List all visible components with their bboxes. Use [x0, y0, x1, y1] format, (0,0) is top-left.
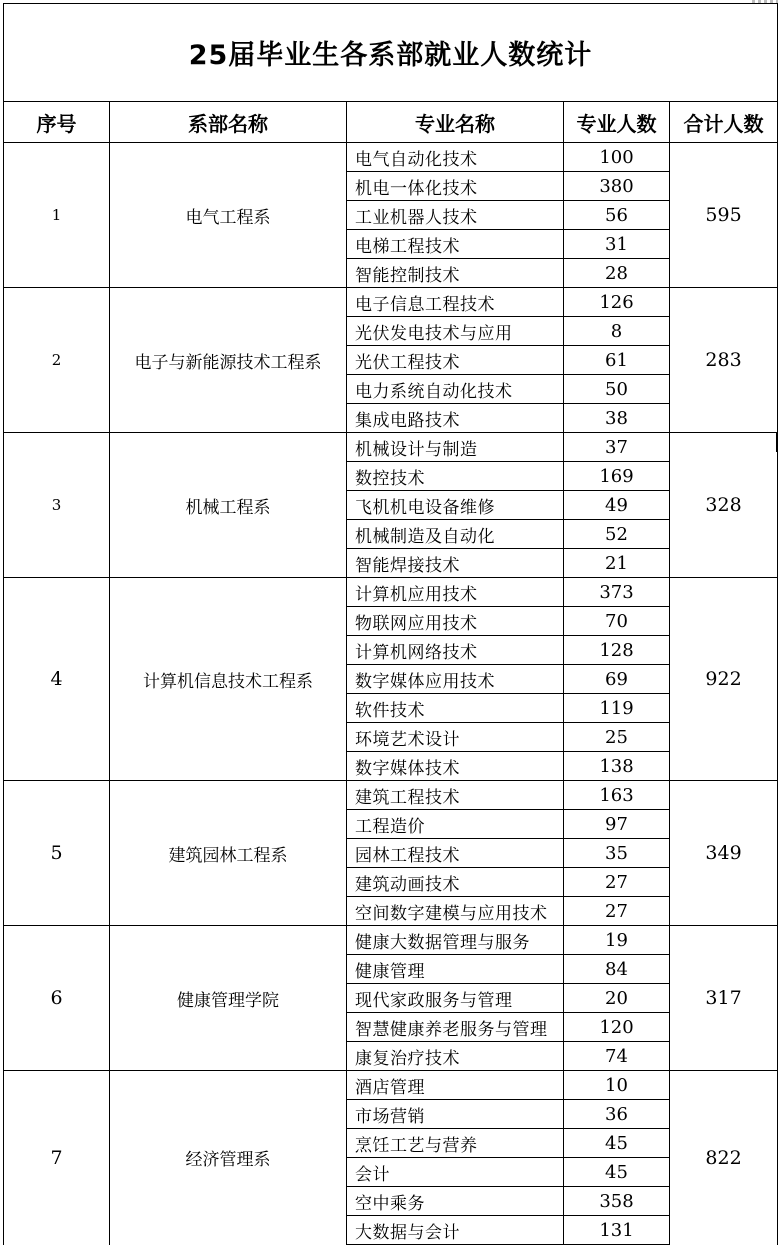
major-cell[interactable]: 智慧健康养老服务与管理: [347, 1013, 564, 1042]
major-cell[interactable]: 康复治疗技术: [347, 1042, 564, 1071]
table-row: [4, 1071, 778, 1100]
major-cell[interactable]: 市场营销: [347, 1100, 564, 1129]
major-count-cell[interactable]: 128: [564, 636, 670, 665]
major-count-cell[interactable]: 49: [564, 491, 670, 520]
major-count-cell[interactable]: 27: [564, 897, 670, 926]
major-count-cell[interactable]: 97: [564, 810, 670, 839]
employment-table: [3, 3, 778, 1245]
table-row: [4, 926, 778, 955]
major-count-cell[interactable]: 119: [564, 694, 670, 723]
major-cell[interactable]: 数控技术: [347, 462, 564, 491]
table-row: [4, 781, 778, 810]
header-major[interactable]: 专业名称: [347, 102, 564, 143]
major-count-cell[interactable]: 50: [564, 375, 670, 404]
major-count-cell[interactable]: 74: [564, 1042, 670, 1071]
major-cell[interactable]: 数字媒体技术: [347, 752, 564, 781]
major-cell[interactable]: 物联网应用技术: [347, 607, 564, 636]
major-cell[interactable]: 飞机机电设备维修: [347, 491, 564, 520]
table-row: [4, 143, 778, 172]
major-count-cell[interactable]: 69: [564, 665, 670, 694]
major-cell[interactable]: 现代家政服务与管理: [347, 984, 564, 1013]
major-cell[interactable]: 园林工程技术: [347, 839, 564, 868]
major-cell[interactable]: 建筑工程技术: [347, 781, 564, 810]
index-cell[interactable]: 3: [4, 433, 110, 578]
major-count-cell[interactable]: 25: [564, 723, 670, 752]
major-cell[interactable]: 电力系统自动化技术: [347, 375, 564, 404]
selection-corner-mark: [752, 0, 778, 3]
major-count-cell[interactable]: 56: [564, 201, 670, 230]
total-count-cell[interactable]: 317: [670, 926, 778, 1071]
total-count-cell[interactable]: 283: [670, 288, 778, 433]
major-cell[interactable]: 软件技术: [347, 694, 564, 723]
major-cell[interactable]: 会计: [347, 1158, 564, 1187]
major-count-cell[interactable]: 31: [564, 230, 670, 259]
department-cell[interactable]: 机械工程系: [110, 433, 347, 578]
major-count-cell[interactable]: 84: [564, 955, 670, 984]
major-count-cell[interactable]: 138: [564, 752, 670, 781]
major-count-cell[interactable]: 10: [564, 1071, 670, 1100]
major-count-cell[interactable]: 45: [564, 1158, 670, 1187]
header-total-count[interactable]: 合计人数: [670, 102, 778, 143]
table-row: [4, 288, 778, 317]
index-cell[interactable]: 2: [4, 288, 110, 433]
major-count-cell[interactable]: 37: [564, 433, 670, 462]
index-cell[interactable]: 5: [4, 781, 110, 926]
major-count-cell[interactable]: 8: [564, 317, 670, 346]
major-cell[interactable]: 健康管理: [347, 955, 564, 984]
total-count-cell[interactable]: 922: [670, 578, 778, 781]
department-cell[interactable]: 健康管理学院: [110, 926, 347, 1071]
major-count-cell[interactable]: 169: [564, 462, 670, 491]
major-count-cell[interactable]: 52: [564, 520, 670, 549]
major-cell[interactable]: 健康大数据管理与服务: [347, 926, 564, 955]
major-count-cell[interactable]: 27: [564, 868, 670, 897]
major-count-cell[interactable]: 163: [564, 781, 670, 810]
major-count-cell[interactable]: 20: [564, 984, 670, 1013]
index-cell[interactable]: 1: [4, 143, 110, 288]
spreadsheet-sheet: [3, 3, 777, 1245]
major-cell[interactable]: 烹饪工艺与营养: [347, 1129, 564, 1158]
major-cell[interactable]: 智能控制技术: [347, 259, 564, 288]
major-count-cell[interactable]: 38: [564, 404, 670, 433]
major-count-cell[interactable]: 380: [564, 172, 670, 201]
major-count-cell[interactable]: 70: [564, 607, 670, 636]
major-count-cell[interactable]: 100: [564, 143, 670, 172]
major-count-cell[interactable]: 35: [564, 839, 670, 868]
major-count-cell[interactable]: 120: [564, 1013, 670, 1042]
major-cell[interactable]: 建筑动画技术: [347, 868, 564, 897]
major-cell[interactable]: 电气自动化技术: [347, 143, 564, 172]
table-row: [4, 433, 778, 462]
text-cursor-mark: [776, 432, 778, 452]
major-cell[interactable]: 空中乘务: [347, 1187, 564, 1216]
major-count-cell[interactable]: 45: [564, 1129, 670, 1158]
index-cell[interactable]: 4: [4, 578, 110, 781]
major-cell[interactable]: 集成电路技术: [347, 404, 564, 433]
major-cell[interactable]: 工业机器人技术: [347, 201, 564, 230]
major-count-cell[interactable]: 19: [564, 926, 670, 955]
major-cell[interactable]: 电子信息工程技术: [347, 288, 564, 317]
department-cell[interactable]: 建筑园林工程系: [110, 781, 347, 926]
header-index[interactable]: 序号: [4, 102, 110, 143]
title-row: [4, 4, 778, 102]
table-row: [4, 578, 778, 607]
major-cell[interactable]: 空间数字建模与应用技术: [347, 897, 564, 926]
department-cell[interactable]: 电气工程系: [110, 143, 347, 288]
major-count-cell[interactable]: 373: [564, 578, 670, 607]
major-cell[interactable]: 机械设计与制造: [347, 433, 564, 462]
department-cell[interactable]: 经济管理系: [110, 1071, 347, 1245]
major-cell[interactable]: 计算机应用技术: [347, 578, 564, 607]
major-cell[interactable]: 光伏工程技术: [347, 346, 564, 375]
major-count-cell[interactable]: 36: [564, 1100, 670, 1129]
major-cell[interactable]: 环境艺术设计: [347, 723, 564, 752]
major-cell[interactable]: 工程造价: [347, 810, 564, 839]
index-cell[interactable]: 7: [4, 1071, 110, 1245]
total-count-cell[interactable]: 595: [670, 143, 778, 288]
index-cell[interactable]: 6: [4, 926, 110, 1071]
major-cell[interactable]: 机械制造及自动化: [347, 520, 564, 549]
major-count-cell[interactable]: 61: [564, 346, 670, 375]
major-count-cell[interactable]: 358: [564, 1187, 670, 1216]
major-count-cell[interactable]: 126: [564, 288, 670, 317]
major-count-cell[interactable]: 28: [564, 259, 670, 288]
total-count-cell[interactable]: 328: [670, 433, 778, 578]
major-cell[interactable]: 数字媒体应用技术: [347, 665, 564, 694]
major-cell[interactable]: 大数据与会计: [347, 1216, 564, 1245]
major-count-cell[interactable]: 131: [564, 1216, 670, 1245]
header-major-count[interactable]: 专业人数: [564, 102, 670, 143]
department-cell[interactable]: 计算机信息技术工程系: [110, 578, 347, 781]
major-cell[interactable]: 智能焊接技术: [347, 549, 564, 578]
major-cell[interactable]: 酒店管理: [347, 1071, 564, 1100]
major-cell[interactable]: 光伏发电技术与应用: [347, 317, 564, 346]
major-cell[interactable]: 机电一体化技术: [347, 172, 564, 201]
department-cell[interactable]: 电子与新能源技术工程系: [110, 288, 347, 433]
header-row: [4, 102, 778, 143]
total-count-cell[interactable]: 822: [670, 1071, 778, 1245]
total-count-cell[interactable]: 349: [670, 781, 778, 926]
header-department[interactable]: 系部名称: [110, 102, 347, 143]
major-cell[interactable]: 计算机网络技术: [347, 636, 564, 665]
table-title[interactable]: 25届毕业生各系部就业人数统计: [4, 4, 778, 102]
major-count-cell[interactable]: 21: [564, 549, 670, 578]
major-cell[interactable]: 电梯工程技术: [347, 230, 564, 259]
